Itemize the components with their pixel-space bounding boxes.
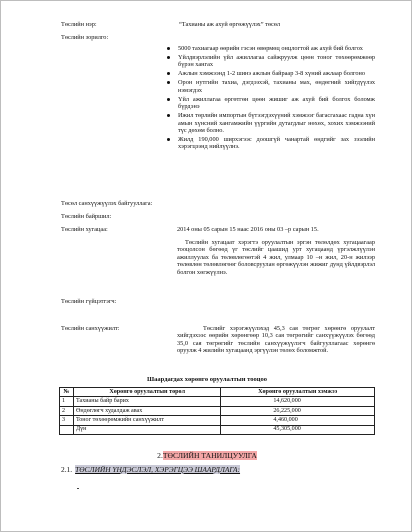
bullet-icon: [167, 72, 170, 75]
table-cell-no: [60, 425, 74, 434]
table-cell-amount: 45,305,000: [221, 425, 375, 434]
table-total-row: [60, 425, 375, 434]
table-header-no: №: [60, 388, 74, 397]
executor-label: Төслийн гүйцэтгэгч:: [61, 298, 117, 305]
table-cell-no: 3: [60, 416, 74, 425]
subsection-title: ТӨСЛИЙН ҮНДЭСЛЭЛ, ХЭРЭГЦЭЭ ШААРДЛАГА:: [75, 465, 241, 474]
table-caption: Шаардагдах хөрөнгө оруулалтын тооцоо: [147, 376, 267, 383]
section-title: ТӨСЛИЙН ТАНИЛЦУУЛГА: [162, 451, 257, 460]
goal-item: 5000 тахиагаар өөрийн гэсэн өвөрмөц онцлогтой аж ахуй бий болгох: [167, 45, 375, 52]
table-cell-no: 2: [60, 406, 74, 415]
table-cell-type: Дүн: [73, 425, 220, 434]
investment-table: [59, 387, 375, 435]
bullet-icon: [167, 98, 170, 101]
project-goal-label: Төслийн зорилго:: [61, 34, 109, 41]
subsection-heading: [61, 465, 240, 474]
table-cell-no: 1: [60, 397, 74, 406]
table-cell-type: Тахианы байр барих: [73, 397, 220, 406]
funder-label: Төсөл санхүүжүүлэх байгууллага:: [61, 200, 153, 207]
bullet-icon: [167, 56, 170, 59]
location-label: Төслийн байршил:: [61, 213, 112, 220]
project-name-label: Төслийн нэр:: [61, 21, 97, 28]
table-cell-amount: 4,460,000: [221, 416, 375, 425]
duration-label: Төслийн хугацаа:: [61, 226, 108, 233]
table-header-type: Хөрөнгө оруулалтын төрөл: [73, 388, 220, 397]
table-header-row: [60, 388, 375, 397]
goal-list: [167, 45, 375, 152]
bullet-icon: [167, 138, 170, 141]
duration-value: 2014 оны 05 сарын 15 наас 2016 оны 03 –р сарын 15.: [177, 226, 319, 233]
table-cell-type: Өндөглөгч худалдаж авах: [73, 406, 220, 415]
goal-item: Үйлдвэрлэлийн үйл ажиллагаа сайжруулж цөөн тоног төхөөрөмжөөр бүрэн хангах: [167, 54, 375, 69]
text-cursor-mark: [77, 488, 79, 489]
duration-note: Төслийн хугацаат хэрэгтэ оруулалтын эргэн төлөлдөх хугацаагаар тооцолсон бөгөөд үг төслийг цаашид урт хугацаанд үргэлжлүүлэн ажиллуулах ба төлөвлөгөөтэй 4 жил, улмаар 10 –н жил, 20-н жилээр төлөвлөн төлөвлөгөөг боловсруулан өргөжүүлэн жижиг дунд үйлдвэрлэл болгон хөгжүүлнэ.: [177, 239, 375, 276]
table-header-amount: Хөрөнгө оруулалтын хэмжээ: [221, 388, 375, 397]
table-cell-type: Тоног төхөөрөмжийн санхүүжилт: [73, 416, 220, 425]
table-cell-amount: 14,620,000: [221, 397, 375, 406]
bullet-icon: [167, 47, 170, 50]
table-row: [60, 406, 375, 415]
goal-item: Үйл ажиллагаа өргөтгөн цөөн жишиг аж ахуй бий болгох боломж бүрдэнэ: [167, 96, 375, 111]
section-heading: [1, 451, 412, 460]
goal-item: Ажлын хэмжээнд 1-2 шинэ ажлын байраар 3-8 хүний ажлаар болгоно: [167, 70, 375, 77]
table-cell-amount: 26,225,000: [221, 406, 375, 415]
financing-label: Төслийн санхүүжилт:: [61, 325, 120, 332]
goal-item: Ижил төрлийн импортын бүтээгдэхүүний хэмжээг багасгахаас гадна хүн амын хүнсний хангамжийн үүргийн дутагдлыг нөхөх, хохих хэмжээний түс дөхөм болно.: [167, 112, 375, 134]
bullet-icon: [167, 81, 170, 84]
project-name-value: “Тахианы аж ахуй өргөжүүлэх” төсөл: [179, 21, 281, 28]
subsection-number: 2.1.: [61, 465, 73, 474]
goal-item: Жилд 190,000 ширхэгээс доошгүй чанартай өндгийг зах зээлийн хэрэгцээнд нийлүүлнэ.: [167, 136, 375, 151]
section-number: 2.: [157, 451, 163, 460]
table-row: [60, 397, 375, 406]
financing-note: Төслийг хэрэгжүүлэхэд 45,3 сая төгрөг хөрөнгө оруулалт хийгдэхээс өөрийн хөрөнгөөр 10,3 сая төгрөгийг санхүүжүүлэх бөгөөд 35,0 сая төгрөгийг төслийн санхүүжүүлэгч байгууллагаас хөрөнгө оруулж 4 жилийн хугацаанд эргүүлэн төлөх боломжтой.: [177, 325, 375, 355]
goal-item: Орон нутгийн тахиа, дэгдээхэй, тахианы мах, өндөгний хийгдүүлэх нэмэгдэх: [167, 79, 375, 94]
bullet-icon: [167, 114, 170, 117]
table-row: [60, 416, 375, 425]
